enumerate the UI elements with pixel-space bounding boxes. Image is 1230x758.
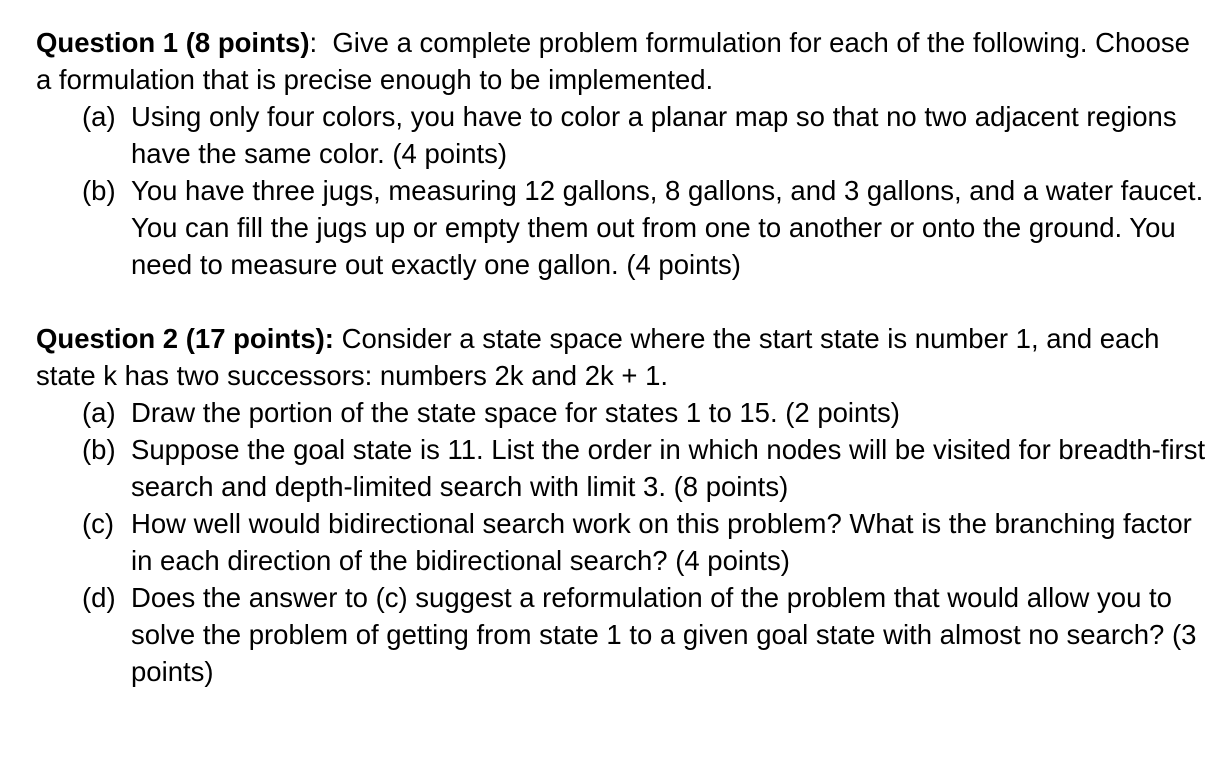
question-2-parts	[36, 394, 1206, 690]
document-page	[36, 24, 1206, 690]
question-2-title: Question 2 (17 points):	[36, 323, 334, 354]
question-2-part-b	[36, 431, 1206, 505]
question-2-part-d-text: Does the answer to (c) suggest a reformulation of the problem that would allow you to solve the problem of getting from state 1 to a given goal state with almost no search? (3 points)	[131, 582, 1197, 687]
question-2-intro: Consider a state space where the start state is number 1, and each state k has two successors: numbers 2k and 2k + 1.	[36, 323, 1168, 391]
question-1	[36, 24, 1206, 283]
question-2-heading	[36, 320, 1206, 394]
question-1-heading	[36, 24, 1206, 98]
question-1-title: Question 1 (8 points)	[36, 27, 310, 58]
question-2-part-c-text: How well would bidirectional search work on this problem? What is the branching factor in each direction of the bidirectional search? (4 points)	[131, 508, 1192, 576]
question-1-intro: Give a complete problem formulation for each of the following. Choose a formulation that is precise enough to be implemented.	[36, 27, 1198, 95]
question-2-part-a-label: (a)	[82, 397, 116, 428]
question-2-part-c	[36, 505, 1206, 579]
question-2-part-a-text: Draw the portion of the state space for states 1 to 15. (2 points)	[131, 397, 900, 428]
question-2-part-b-label: (b)	[82, 434, 116, 465]
question-1-part-a	[36, 98, 1206, 172]
question-1-title-suffix: :	[309, 27, 318, 58]
question-2-part-b-text: Suppose the goal state is 11. List the order in which nodes will be visited for breadth-first search and depth-limited search with limit 3. (8 points)	[131, 434, 1206, 502]
question-1-part-a-text: Using only four colors, you have to color a planar map so that no two adjacent regions have the same color. (4 points)	[131, 101, 1177, 169]
question-2-part-d-label: (d)	[82, 582, 116, 613]
question-2-part-a	[36, 394, 1206, 431]
question-1-part-a-label: (a)	[82, 101, 116, 132]
question-1-part-b-text: You have three jugs, measuring 12 gallons, 8 gallons, and 3 gallons, and a water faucet. You can fill the jugs up or empty them out from one to another or onto the ground. You need to measure out exactly one gallon. (4 points)	[131, 175, 1204, 280]
question-1-part-b-label: (b)	[82, 175, 116, 206]
question-2-part-d	[36, 579, 1206, 690]
question-1-part-b	[36, 172, 1206, 283]
question-2-part-c-label: (c)	[82, 508, 115, 539]
question-2	[36, 320, 1206, 690]
question-1-parts	[36, 98, 1206, 283]
